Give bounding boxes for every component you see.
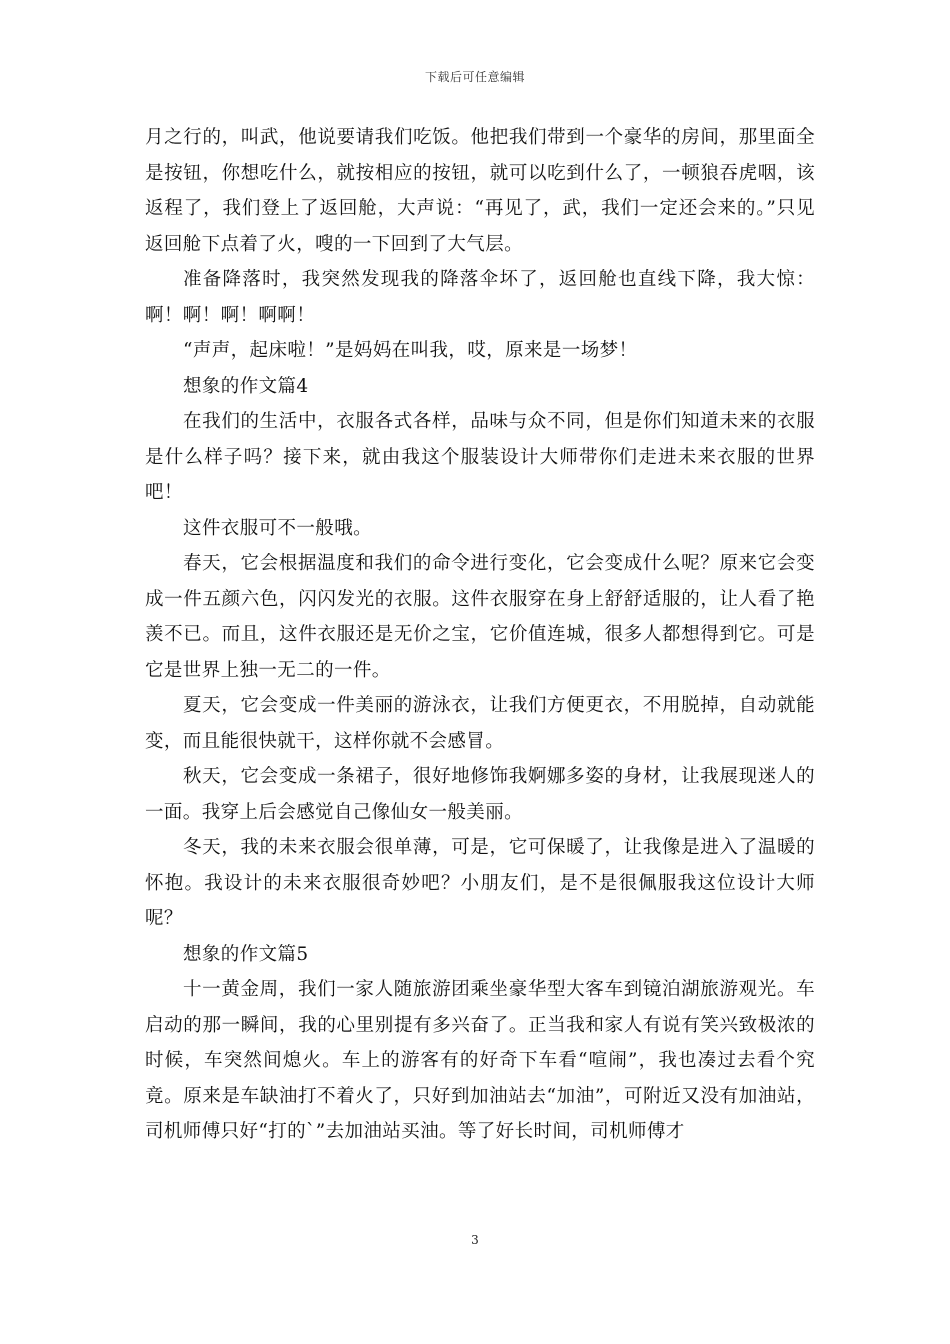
paragraph: 准备降落时，我突然发现我的降落伞坏了，返回舱也直线下降，我大惊：啊！啊！啊！啊啊！ xyxy=(145,269,815,326)
paragraph: 冬天，我的未来衣服会很单薄，可是，它可保暖了，让我像是进入了温暖的怀抱。我设计的未来衣服很奇妙吧？小朋友们，是不是很佩服我这位设计大师呢？ xyxy=(145,837,815,929)
paragraph: 这件衣服可不一般哦。 xyxy=(183,517,373,539)
page-header: 下载后可任意编辑 xyxy=(424,70,525,84)
paragraph: 月之行的，叫武，他说要请我们吃饭。他把我们带到一个豪华的房间，那里面全是按钮，你想吃什么，就按相应的按钮，就可以吃到什么了，一顿狼吞虎咽，该返程了，我们登上了返回舱，大声说：“再见了，武，我们一定还会来的。”只见返回舱下点着了火，嗖的一下回到了大气层。 xyxy=(145,127,815,255)
paragraph: 秋天，它会变成一条裙子，很好地修饰我婀娜多姿的身材，让我展现迷人的一面。我穿上后会感觉自己像仙女一般美丽。 xyxy=(145,766,815,823)
document-body xyxy=(145,120,815,1150)
paragraph: “声声，起床啦！”是妈妈在叫我，哎，原来是一场梦！ xyxy=(183,340,638,361)
paragraph: 春天，它会根据温度和我们的命令进行变化，它会变成什么呢？原来它会变成一件五颜六色，闪闪发光的衣服。这件衣服穿在身上舒舒适服的，让人看了艳羡不已。而且，这件衣服还是无价之宝，它价值连城，很多人都想得到它。可是它是世界上独一无二的一件。 xyxy=(145,553,815,681)
section-heading: 想象的作文篇4 xyxy=(183,375,309,397)
paragraph: 十一黄金周，我们一家人随旅游团乘坐豪华型大客车到镜泊湖旅游观光。车启动的那一瞬间，我的心里别提有多兴奋了。正当我和家人有说有笑兴致极浓的时候，车突然间熄火。车上的游客有的好奇下车看“喧闹”，我也凑过去看个究竟。原来是车缺油打不着火了，只好到加油站去“加油”，可附近又没有加油站，司机师傅只好“打的`”去加油站买油。等了好长时间，司机师傅才 xyxy=(145,979,815,1142)
paragraph: 在我们的生活中，衣服各式各样，品味与众不同，但是你们知道未来的衣服是什么样子吗？接下来，就由我这个服装设计大师带你们走进未来衣服的世界吧！ xyxy=(145,411,815,503)
paragraph: 夏天，它会变成一件美丽的游泳衣，让我们方便更衣，不用脱掉，自动就能变，而且能很快就干，这样你就不会感冒。 xyxy=(145,695,815,752)
section-heading: 想象的作文篇5 xyxy=(183,943,309,965)
page-number: 3 xyxy=(471,1233,479,1247)
